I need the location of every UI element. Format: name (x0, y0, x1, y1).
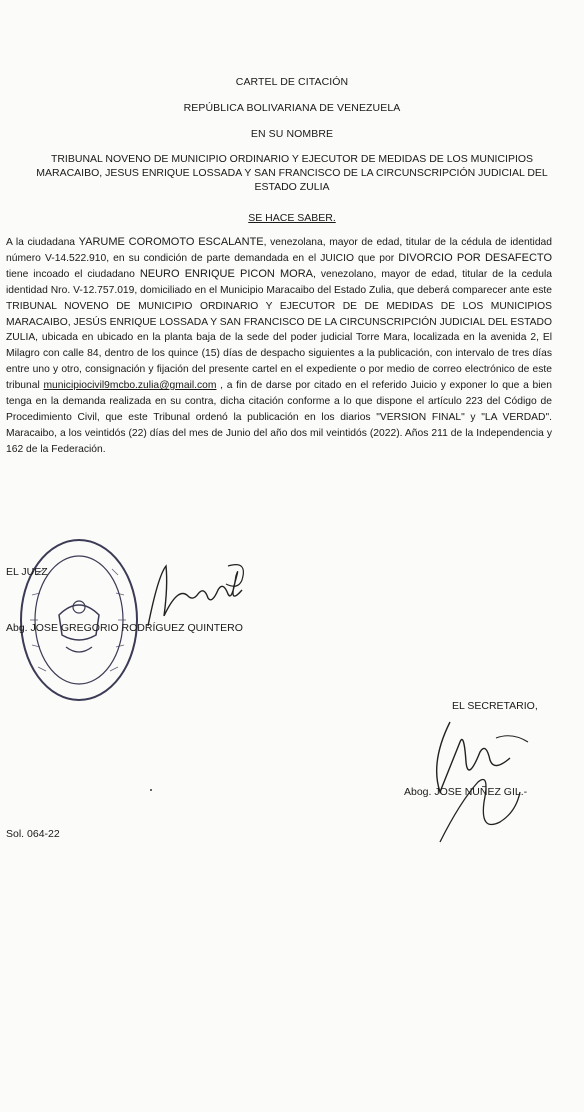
court-name: TRIBUNAL NOVENO DE MUNICIPIO ORDINARIO Y EJECUTOR DE MEDIDAS DE LOS MUNICIPIOS MARACAIBO, JESUS ENRIQUE LOSSADA Y SAN FRANCISCO DE LA CIRCUNSCRIPCIÓN JUDICIAL DEL ESTADO ZULIA (36, 153, 548, 193)
document-title: CARTEL DE CITACIÓN (235, 76, 349, 88)
court-seal-graphic (14, 535, 144, 705)
ink-speck (150, 789, 152, 791)
secretary-signature (420, 702, 560, 857)
plaintiff-name: NEURO ENRIQUE PICON MORA (139, 267, 314, 280)
republic-line: REPÚBLICA BOLIVARIANA DE VENEZUELA (183, 102, 401, 114)
notice-heading: SE HACE SABER. (248, 212, 336, 224)
body-segment: A la ciudadana (6, 237, 79, 248)
case-type: DIVORCIO POR DESAFECTO (398, 251, 553, 264)
name-line: EN SU NOMBRE (250, 128, 334, 140)
body-segment: , venezolano, mayor de edad, titular de la cedula identidad Nro. V-12.757.019, domiciliado en el Municipio Maracaibo del Estado Zulia, que deberá comparecer ante este TRIBUNAL NOVENO DE MUNICIPIO ORDINARIO Y EJECUTOR DE DE MEDIDAS DE LOS MUNICIPIOS MARACAIBO, JESÚS ENRIQUE LOSSADA Y SAN FRANCISCO DE LA CIRCUNSCRIPCIÓN JUDICIAL DEL ESTADO ZULIA, ubicada en ubicado en la planta baja de la sede del poder judicial Torre Mara, localizada en la avenida 2, El Milagro con calle 84, dentro de los quince (15) días de despacho siguientes a la publicación, con intervalo de tres días entre uno y otro, consignación y fijación del presente cartel en el expediente o por medio de correo electrónico de este tribunal (6, 268, 552, 392)
body-segment: , venezolana, mayor de edad, titular de la cédula de identidad número V-14.522.910, en su condición de parte demandada en el JUICIO que por (6, 237, 553, 264)
secretary-label: EL SECRETARIO, (452, 700, 538, 712)
defendant-name: YARUME COROMOTO ESCALANTE (78, 236, 264, 248)
body-segment: , a fin de darse por citado en el referido Juicio y exponer lo que a bien tenga en la demanda realizada en su contra, dicha citación conforme a lo que dispone el artículo 223 del Código de Procedimiento Civil, que este Tribunal ordenó la publicación en los diarios "VERSION FINAL" y "LA VERDAD". Maracaibo, a los veintidós (22) días del mes de Junio del año dos mil veintidós (2022). Años 211 de la Independencia y 162 de la Federación. (6, 380, 552, 455)
judge-label: EL JUEZ (6, 566, 48, 578)
court-email-link[interactable]: municipiocivil9mcbo.zulia@gmail.com (43, 380, 217, 392)
citation-body (6, 235, 552, 458)
secretary-name: Abog. JOSE NUÑEZ GIL.- (404, 786, 528, 798)
judge-name: Abg. JOSE GREGORIO RODRÍGUEZ QUINTERO (6, 622, 243, 634)
file-reference: Sol. 064-22 (6, 828, 60, 840)
body-segment: tiene incoado el ciudadano (6, 268, 140, 280)
